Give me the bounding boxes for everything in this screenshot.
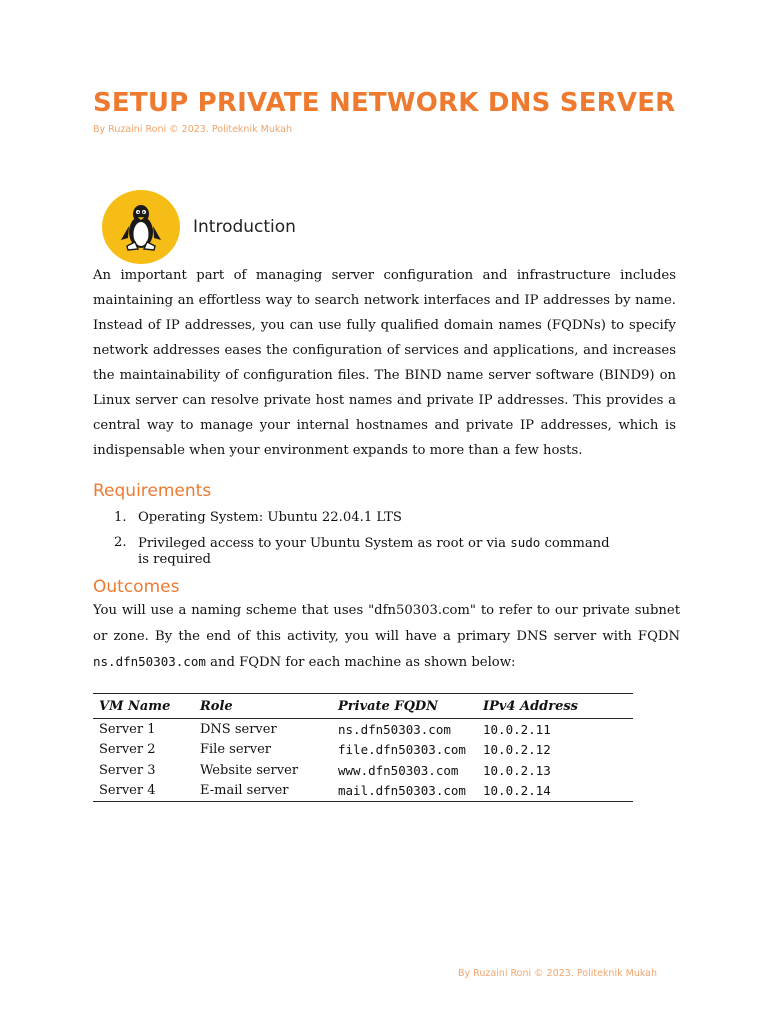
table-cell: File server: [200, 742, 271, 758]
table-row: [93, 740, 633, 761]
inline-code: sudo: [510, 535, 541, 550]
linux-logo: [102, 190, 180, 264]
table-cell: Server 2: [99, 742, 156, 758]
table-cell: Server 3: [99, 762, 156, 778]
inline-code: ns.dfn50303.com: [93, 654, 206, 669]
table-cell: Server 1: [99, 721, 156, 737]
requirements-list: [93, 510, 613, 577]
column-header: VM Name: [93, 694, 194, 719]
table-cell: Website server: [200, 762, 299, 778]
requirements-heading: Requirements: [93, 481, 212, 501]
byline: By Ruzaini Roni © 2023. Politeknik Mukah: [93, 124, 293, 135]
outcomes-text: You will use a naming scheme that uses "dfn50303.com" to refer to our private subnet or zone. By the end of this activity, you will have a primary DNS server with FQDN: [93, 603, 680, 644]
list-item-text: Operating System: Ubuntu 22.04.1 LTS: [138, 510, 402, 525]
table-cell: 10.0.2.11: [483, 721, 551, 737]
dns-table: [93, 693, 633, 802]
column-header: Role: [194, 694, 332, 719]
column-header: IPv4 Address: [477, 694, 633, 719]
outcomes-paragraph: [93, 598, 680, 676]
column-header: Private FQDN: [332, 694, 477, 719]
table-cell: E-mail server: [200, 783, 289, 799]
list-item: [93, 510, 613, 526]
list-item: [93, 535, 613, 568]
outcomes-text: and FQDN for each machine as shown below:: [205, 655, 516, 670]
list-item-text: Privileged access to your Ubuntu System as root or via: [138, 536, 511, 551]
table-cell: file.dfn50303.com: [338, 742, 466, 758]
table-cell: 10.0.2.12: [483, 742, 551, 758]
table-cell: Server 4: [99, 783, 156, 799]
page-footer: By Ruzaini Roni © 2023. Politeknik Mukah: [458, 968, 658, 979]
table-row: [93, 719, 633, 740]
table-cell: ns.dfn50303.com: [338, 721, 451, 737]
intro-heading: Introduction: [193, 217, 296, 237]
intro-paragraph: An important part of managing server configuration and infrastructure includes maintaining an effortless way to search network interfaces and IP addresses by name. Instead of IP addresses, you can use fully qualified domain names (FQDNs) to specify network addresses eases the configuration of services and applications, and increases the maintainability of configuration files. The BIND name server software (BIND9) on Linux server can resolve private host names and private IP addresses. This provides a central way to manage your internal hostnames and private IP addresses, which is indispensable when your environment expands to more than a few hosts.: [93, 268, 676, 458]
table-header-row: [93, 694, 633, 719]
table-cell: 10.0.2.13: [483, 762, 551, 778]
table-cell: mail.dfn50303.com: [338, 783, 466, 799]
linux-penguin-icon: [118, 202, 164, 252]
list-item-text: command is required: [138, 536, 610, 567]
table-cell: 10.0.2.14: [483, 783, 551, 799]
outcomes-heading: Outcomes: [93, 577, 180, 597]
document-title: SETUP PRIVATE NETWORK DNS SERVER: [93, 88, 676, 118]
list-item-number: 2.: [114, 535, 127, 550]
table-cell: DNS server: [200, 721, 277, 737]
table-cell: www.dfn50303.com: [338, 762, 459, 778]
table-row: [93, 781, 633, 802]
table-row: [93, 760, 633, 781]
list-item-number: 1.: [114, 510, 127, 525]
